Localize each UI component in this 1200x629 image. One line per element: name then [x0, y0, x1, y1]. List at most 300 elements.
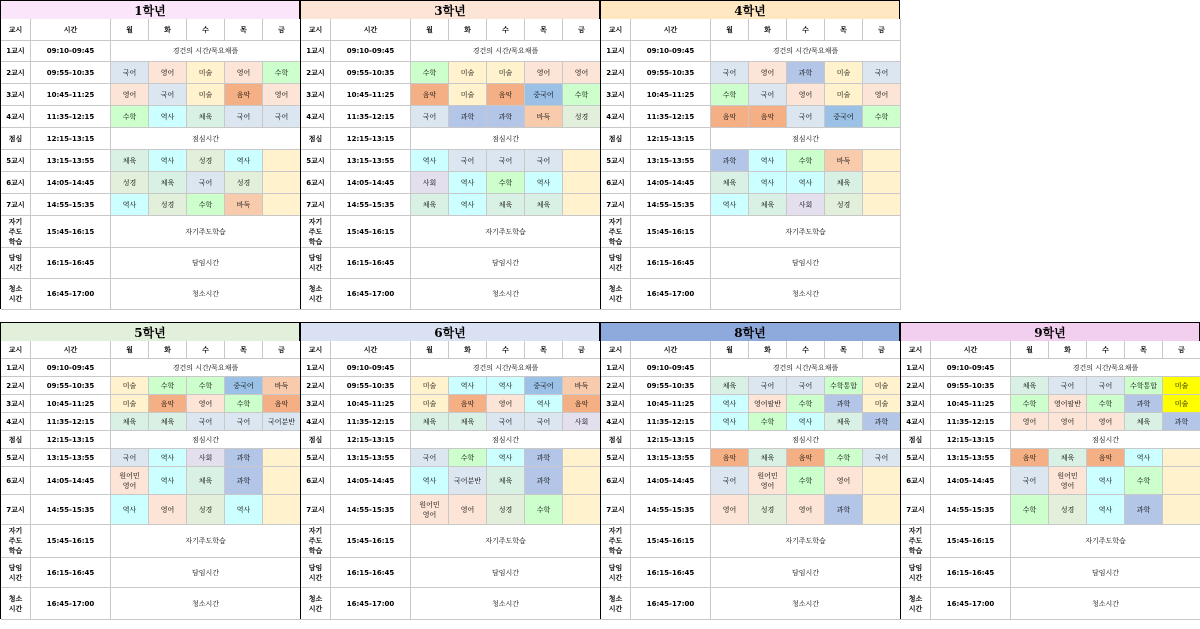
- subject-cell: 원어민 영어: [111, 467, 149, 495]
- column-header: 화: [449, 341, 487, 359]
- subject-cell: 체육: [411, 194, 449, 216]
- period-time: 15:45-16:15: [31, 216, 111, 248]
- period-time: 11:35-12:15: [931, 413, 1011, 431]
- period-time: 12:15-13:15: [331, 128, 411, 150]
- subject-cell: 영어: [787, 84, 825, 106]
- subject-cell: 수학: [111, 106, 149, 128]
- subject-cell: 성경: [563, 106, 601, 128]
- period-time: 15:45-16:15: [631, 525, 711, 558]
- event-cell: 청소시간: [411, 279, 601, 310]
- subject-cell: 수학: [749, 413, 787, 431]
- event-cell: 경건의 시간/묵요채플: [1011, 359, 1200, 377]
- subject-cell: 국어: [411, 449, 449, 467]
- event-cell: 자기주도학습: [411, 216, 601, 248]
- subject-cell: 역사: [149, 467, 187, 495]
- subject-cell: 역사: [225, 495, 263, 525]
- column-header: 화: [749, 19, 787, 41]
- period-time: 13:15-13:55: [631, 449, 711, 467]
- subject-cell: 수학: [787, 467, 825, 495]
- period-time: 16:15-16:45: [631, 558, 711, 588]
- event-cell: 청소시간: [411, 588, 601, 620]
- period-label: 7교시: [301, 495, 331, 525]
- period-time: 12:15-13:15: [31, 128, 111, 150]
- subject-cell: 영어: [149, 495, 187, 525]
- subject-cell: 영어팔반: [749, 395, 787, 413]
- grade-title: 6학년: [301, 323, 599, 342]
- period-time: 09:55-10:35: [931, 377, 1011, 395]
- subject-cell: 성경: [149, 194, 187, 216]
- column-header: 월: [111, 341, 149, 359]
- column-header: 교시: [601, 341, 631, 359]
- subject-cell: 체육: [749, 449, 787, 467]
- subject-cell: 역사: [787, 172, 825, 194]
- subject-cell: 미술: [1163, 395, 1200, 413]
- period-label: 1교시: [301, 359, 331, 377]
- subject-cell: 역사: [225, 150, 263, 172]
- event-cell: 점심시간: [411, 128, 601, 150]
- column-header: 목: [525, 19, 563, 41]
- subject-cell: 영어: [1087, 413, 1125, 431]
- period-label: 3교시: [601, 84, 631, 106]
- subject-cell: 영어: [787, 495, 825, 525]
- period-time: 13:15-13:55: [331, 150, 411, 172]
- subject-cell: 역사: [487, 449, 525, 467]
- subject-cell: 음악: [711, 449, 749, 467]
- subject-cell: 영어: [149, 62, 187, 84]
- subject-cell: 수학: [825, 449, 863, 467]
- period-label: 2교시: [1, 377, 31, 395]
- column-header: 금: [863, 19, 901, 41]
- subject-cell: 역사: [787, 413, 825, 431]
- subject-cell: 체육: [187, 467, 225, 495]
- subject-cell: 체육: [149, 413, 187, 431]
- subject-cell: 미술: [1163, 377, 1200, 395]
- period-label: 점심: [601, 431, 631, 449]
- subject-cell: 국어: [525, 150, 563, 172]
- subject-cell: 역사: [449, 194, 487, 216]
- grade-title: 4학년: [601, 1, 899, 20]
- period-time: 16:45-17:00: [31, 279, 111, 310]
- subject-cell: [263, 449, 301, 467]
- period-time: 16:45-17:00: [931, 588, 1011, 620]
- period-label: 4교시: [601, 413, 631, 431]
- column-header: 화: [449, 19, 487, 41]
- subject-cell: 국어: [749, 84, 787, 106]
- period-time: 12:15-13:15: [931, 431, 1011, 449]
- event-cell: 경건의 시간/묵요채플: [711, 41, 901, 62]
- column-header: 월: [111, 19, 149, 41]
- event-cell: 경건의 시간/묵요채플: [411, 41, 601, 62]
- subject-cell: 성경: [187, 495, 225, 525]
- period-time: 15:45-16:15: [931, 525, 1011, 558]
- subject-cell: 영어: [1049, 413, 1087, 431]
- subject-cell: 음악: [411, 84, 449, 106]
- subject-cell: 미술: [187, 84, 225, 106]
- period-label: 2교시: [1, 62, 31, 84]
- period-label: 3교시: [301, 84, 331, 106]
- subject-cell: 중국어: [525, 84, 563, 106]
- period-label: 7교시: [301, 194, 331, 216]
- subject-cell: 역사: [449, 172, 487, 194]
- event-cell: 담임시간: [711, 558, 901, 588]
- subject-cell: 성경: [487, 495, 525, 525]
- period-label: 4교시: [601, 106, 631, 128]
- column-header: 화: [1049, 341, 1087, 359]
- period-time: 16:15-16:45: [331, 558, 411, 588]
- period-label: 3교시: [1, 395, 31, 413]
- period-time: 12:15-13:15: [331, 431, 411, 449]
- subject-cell: 역사: [525, 395, 563, 413]
- subject-cell: 수학: [563, 84, 601, 106]
- column-header: 금: [1163, 341, 1200, 359]
- subject-cell: 수학: [711, 84, 749, 106]
- subject-cell: 국어: [411, 106, 449, 128]
- column-header: 월: [1011, 341, 1049, 359]
- period-time: 15:45-16:15: [631, 216, 711, 248]
- subject-cell: [563, 467, 601, 495]
- subject-cell: 영어: [449, 495, 487, 525]
- period-time: 16:45-17:00: [331, 588, 411, 620]
- subject-cell: 사회: [563, 413, 601, 431]
- column-header: 수: [787, 341, 825, 359]
- period-time: 11:35-12:15: [31, 106, 111, 128]
- period-time: 09:10-09:45: [931, 359, 1011, 377]
- subject-cell: 영어: [1011, 413, 1049, 431]
- subject-cell: 역사: [1087, 495, 1125, 525]
- subject-cell: 과학: [1125, 395, 1163, 413]
- grade-table: [300, 322, 600, 619]
- period-label: 5교시: [301, 150, 331, 172]
- subject-cell: 음악: [487, 84, 525, 106]
- subject-cell: 체육: [111, 413, 149, 431]
- subject-cell: 체육: [411, 413, 449, 431]
- period-label: 담임 시간: [601, 248, 631, 279]
- subject-cell: 미술: [487, 62, 525, 84]
- subject-cell: 국어분반: [263, 413, 301, 431]
- period-time: 09:55-10:35: [631, 62, 711, 84]
- subject-cell: 국어: [711, 467, 749, 495]
- period-label: 6교시: [301, 172, 331, 194]
- period-time: 10:45-11:25: [31, 84, 111, 106]
- subject-cell: 영어: [525, 62, 563, 84]
- column-header: 목: [525, 341, 563, 359]
- event-cell: 점심시간: [411, 431, 601, 449]
- period-label: 1교시: [1, 359, 31, 377]
- subject-cell: 역사: [711, 395, 749, 413]
- period-label: 청소 시간: [601, 279, 631, 310]
- subject-cell: 영어: [225, 62, 263, 84]
- period-label: 3교시: [601, 395, 631, 413]
- period-time: 10:45-11:25: [31, 395, 111, 413]
- period-label: 4교시: [1, 413, 31, 431]
- period-time: 13:15-13:55: [31, 150, 111, 172]
- period-time: 14:05-14:45: [331, 467, 411, 495]
- subject-cell: [1163, 449, 1200, 467]
- subject-cell: 체육: [711, 377, 749, 395]
- period-time: 16:45-17:00: [631, 588, 711, 620]
- subject-cell: [863, 150, 901, 172]
- period-label: 2교시: [601, 62, 631, 84]
- subject-cell: 사회: [787, 194, 825, 216]
- subject-cell: 역사: [525, 172, 563, 194]
- period-label: 7교시: [601, 495, 631, 525]
- subject-cell: [263, 467, 301, 495]
- period-time: 16:15-16:45: [931, 558, 1011, 588]
- subject-cell: 체육: [1049, 449, 1087, 467]
- subject-cell: 과학: [487, 106, 525, 128]
- subject-cell: 체육: [111, 150, 149, 172]
- grade-title: 5학년: [1, 323, 299, 342]
- period-time: 14:05-14:45: [331, 172, 411, 194]
- period-time: 11:35-12:15: [331, 413, 411, 431]
- period-label: 1교시: [601, 359, 631, 377]
- grade-title: 8학년: [601, 323, 899, 342]
- subject-cell: 역사: [1087, 467, 1125, 495]
- column-header: 월: [411, 341, 449, 359]
- column-header: 시간: [631, 341, 711, 359]
- period-time: 14:55-15:35: [331, 495, 411, 525]
- event-cell: 점심시간: [111, 128, 301, 150]
- subject-cell: 영어: [263, 84, 301, 106]
- subject-cell: 국어: [787, 106, 825, 128]
- column-header: 목: [225, 341, 263, 359]
- subject-cell: [263, 495, 301, 525]
- period-time: 12:15-13:15: [631, 431, 711, 449]
- period-label: 담임 시간: [901, 558, 931, 588]
- period-time: 11:35-12:15: [331, 106, 411, 128]
- subject-cell: 역사: [449, 377, 487, 395]
- period-label: 담임 시간: [1, 248, 31, 279]
- period-label: 점심: [901, 431, 931, 449]
- subject-cell: 국어: [187, 172, 225, 194]
- event-cell: 자기주도학습: [1011, 525, 1200, 558]
- column-header: 목: [1125, 341, 1163, 359]
- column-header: 수: [487, 341, 525, 359]
- period-time: 09:10-09:45: [631, 41, 711, 62]
- subject-cell: 역사: [1125, 449, 1163, 467]
- subject-cell: 체육: [825, 413, 863, 431]
- subject-cell: 수학: [149, 377, 187, 395]
- event-cell: 자기주도학습: [411, 525, 601, 558]
- period-time: 16:45-17:00: [631, 279, 711, 310]
- subject-cell: 국어: [525, 413, 563, 431]
- subject-cell: 영어: [863, 84, 901, 106]
- subject-cell: 국어: [225, 413, 263, 431]
- period-time: 09:55-10:35: [331, 377, 411, 395]
- grade-table: [600, 322, 900, 619]
- subject-cell: 사회: [187, 449, 225, 467]
- subject-cell: 성경: [225, 172, 263, 194]
- subject-cell: 역사: [487, 377, 525, 395]
- period-time: 09:10-09:45: [331, 41, 411, 62]
- event-cell: 담임시간: [1011, 558, 1200, 588]
- subject-cell: [563, 495, 601, 525]
- subject-cell: 역사: [711, 413, 749, 431]
- subject-cell: [563, 172, 601, 194]
- subject-cell: 수학: [525, 495, 563, 525]
- grade-title: 3학년: [301, 1, 599, 20]
- subject-cell: [563, 449, 601, 467]
- subject-cell: 국어: [111, 62, 149, 84]
- period-time: 13:15-13:55: [31, 449, 111, 467]
- subject-cell: 과학: [225, 467, 263, 495]
- period-label: 점심: [601, 128, 631, 150]
- subject-cell: 체육: [1011, 377, 1049, 395]
- period-time: 16:15-16:45: [331, 248, 411, 279]
- period-time: 12:15-13:15: [631, 128, 711, 150]
- period-label: 자기 주도 학습: [601, 216, 631, 248]
- subject-cell: 음악: [787, 449, 825, 467]
- column-header: 수: [787, 19, 825, 41]
- subject-cell: 영어: [487, 395, 525, 413]
- subject-cell: 과학: [525, 449, 563, 467]
- grade-title: 9학년: [901, 323, 1199, 342]
- subject-cell: 바둑: [525, 106, 563, 128]
- subject-cell: 미술: [187, 62, 225, 84]
- subject-cell: 미술: [111, 377, 149, 395]
- subject-cell: [1163, 467, 1200, 495]
- subject-cell: 역사: [111, 194, 149, 216]
- subject-cell: 국어: [749, 377, 787, 395]
- event-cell: 청소시간: [1011, 588, 1200, 620]
- subject-cell: 체육: [711, 172, 749, 194]
- column-header: 화: [749, 341, 787, 359]
- period-label: 4교시: [301, 413, 331, 431]
- column-header: 금: [563, 19, 601, 41]
- subject-cell: 국어: [449, 150, 487, 172]
- period-label: 자기 주도 학습: [901, 525, 931, 558]
- grade-table: [600, 0, 900, 309]
- subject-cell: 미술: [863, 395, 901, 413]
- subject-cell: 중국어: [825, 106, 863, 128]
- subject-cell: 체육: [525, 194, 563, 216]
- subject-cell: [263, 150, 301, 172]
- subject-cell: 체육: [825, 172, 863, 194]
- subject-cell: 음악: [1087, 449, 1125, 467]
- subject-cell: 체육: [187, 106, 225, 128]
- period-time: 14:55-15:35: [31, 194, 111, 216]
- subject-cell: 체육: [487, 467, 525, 495]
- subject-cell: 음악: [149, 395, 187, 413]
- subject-cell: 영어: [825, 467, 863, 495]
- period-label: 6교시: [1, 467, 31, 495]
- period-time: 12:15-13:15: [31, 431, 111, 449]
- subject-cell: 성경: [1049, 495, 1087, 525]
- period-time: 09:10-09:45: [631, 359, 711, 377]
- subject-cell: 국어분반: [449, 467, 487, 495]
- period-label: 청소 시간: [1, 588, 31, 620]
- period-time: 15:45-16:15: [331, 525, 411, 558]
- subject-cell: 과학: [1163, 413, 1200, 431]
- subject-cell: 영어: [711, 495, 749, 525]
- event-cell: 담임시간: [411, 558, 601, 588]
- period-time: 14:55-15:35: [31, 495, 111, 525]
- subject-cell: 체육: [749, 194, 787, 216]
- period-label: 청소 시간: [601, 588, 631, 620]
- subject-cell: 사회: [411, 172, 449, 194]
- column-header: 시간: [931, 341, 1011, 359]
- subject-cell: [263, 194, 301, 216]
- subject-cell: 과학: [825, 395, 863, 413]
- subject-cell: 수학: [1087, 395, 1125, 413]
- period-label: 1교시: [301, 41, 331, 62]
- subject-cell: 수학: [449, 449, 487, 467]
- period-time: 16:15-16:45: [31, 558, 111, 588]
- subject-cell: 음악: [749, 106, 787, 128]
- period-label: 1교시: [1, 41, 31, 62]
- subject-cell: 음악: [263, 395, 301, 413]
- subject-cell: 원어민 영어: [1049, 467, 1087, 495]
- period-time: 09:55-10:35: [631, 377, 711, 395]
- event-cell: 담임시간: [111, 558, 301, 588]
- period-label: 6교시: [601, 172, 631, 194]
- period-label: 4교시: [901, 413, 931, 431]
- subject-cell: 국어: [711, 62, 749, 84]
- subject-cell: 국어: [487, 150, 525, 172]
- subject-cell: 수학: [1011, 495, 1049, 525]
- subject-cell: 중국어: [225, 377, 263, 395]
- subject-cell: 수학: [863, 106, 901, 128]
- period-time: 16:45-17:00: [31, 588, 111, 620]
- period-time: 14:05-14:45: [631, 467, 711, 495]
- subject-cell: 체육: [449, 413, 487, 431]
- period-label: 자기 주도 학습: [1, 216, 31, 248]
- subject-cell: 미술: [111, 395, 149, 413]
- period-label: 담임 시간: [301, 558, 331, 588]
- column-header: 교시: [301, 341, 331, 359]
- subject-cell: [863, 172, 901, 194]
- subject-cell: 과학: [449, 106, 487, 128]
- subject-cell: 바둑: [225, 194, 263, 216]
- subject-cell: 음악: [711, 106, 749, 128]
- event-cell: 점심시간: [711, 431, 901, 449]
- subject-cell: 국어: [787, 377, 825, 395]
- subject-cell: 체육: [1125, 413, 1163, 431]
- period-label: 3교시: [301, 395, 331, 413]
- column-header: 금: [263, 341, 301, 359]
- subject-cell: 원어민 영어: [411, 495, 449, 525]
- subject-cell: 바둑: [563, 377, 601, 395]
- period-label: 6교시: [901, 467, 931, 495]
- subject-cell: 수학통합: [825, 377, 863, 395]
- period-time: 11:35-12:15: [631, 413, 711, 431]
- subject-cell: 과학: [825, 495, 863, 525]
- subject-cell: 성경: [749, 495, 787, 525]
- column-header: 화: [149, 19, 187, 41]
- subject-cell: 국어: [487, 413, 525, 431]
- subject-cell: 과학: [1125, 495, 1163, 525]
- subject-cell: 수학: [1125, 467, 1163, 495]
- subject-cell: 국어: [1011, 467, 1049, 495]
- subject-cell: 바둑: [263, 377, 301, 395]
- period-time: 09:55-10:35: [331, 62, 411, 84]
- subject-cell: 수학: [787, 395, 825, 413]
- period-time: 10:45-11:25: [331, 84, 411, 106]
- grade-title: 1학년: [1, 1, 299, 20]
- period-label: 청소 시간: [301, 588, 331, 620]
- grade-table: [300, 0, 600, 309]
- subject-cell: 성경: [187, 150, 225, 172]
- period-time: 14:55-15:35: [631, 495, 711, 525]
- subject-cell: 과학: [711, 150, 749, 172]
- subject-cell: 미술: [825, 84, 863, 106]
- period-time: 14:55-15:35: [631, 194, 711, 216]
- column-header: 시간: [31, 19, 111, 41]
- period-label: 점심: [301, 128, 331, 150]
- subject-cell: 역사: [149, 449, 187, 467]
- subject-cell: 과학: [863, 413, 901, 431]
- period-time: 09:10-09:45: [31, 41, 111, 62]
